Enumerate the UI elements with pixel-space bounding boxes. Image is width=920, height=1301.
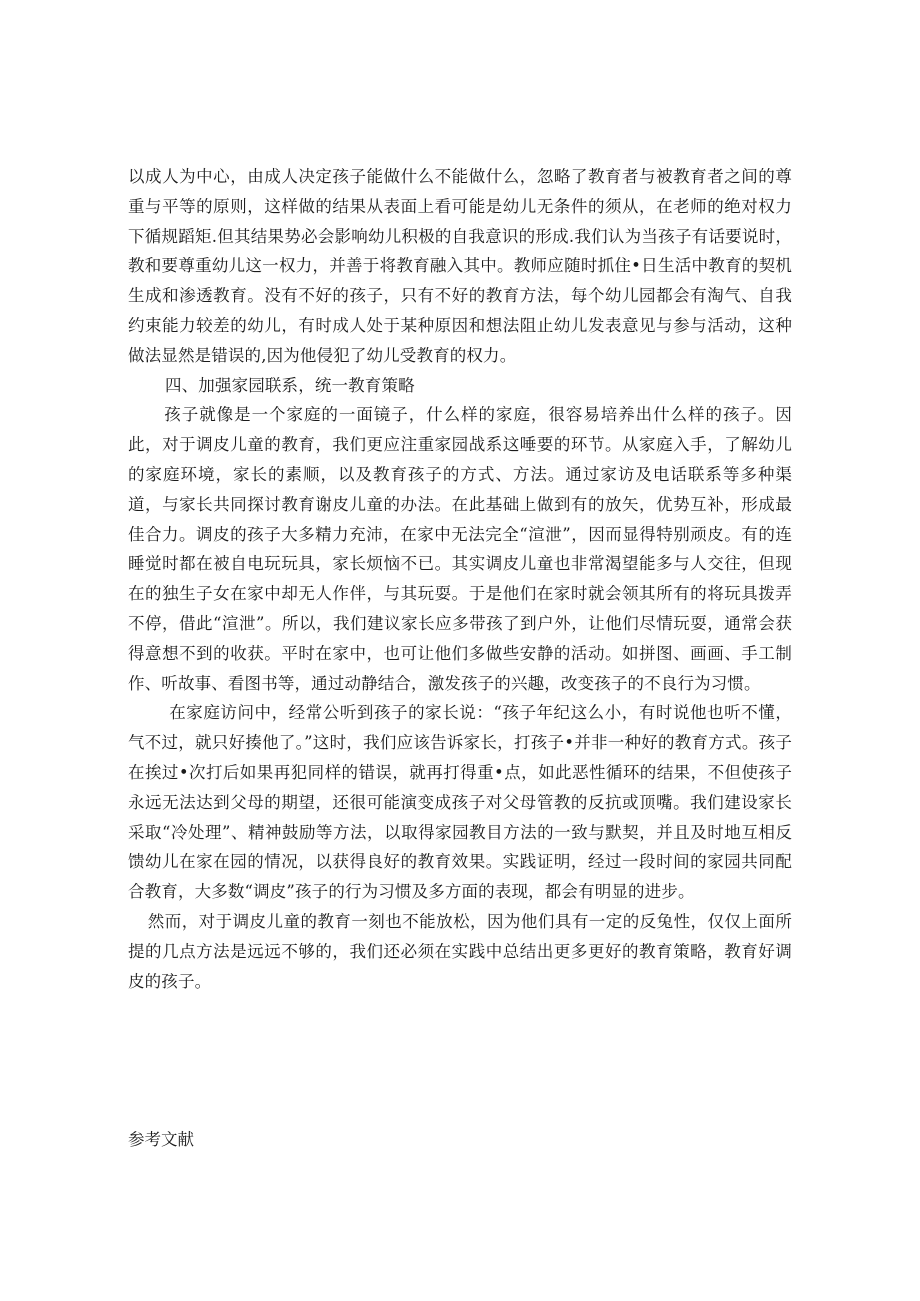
references-heading: 参考文献 — [128, 1130, 194, 1149]
document-body — [128, 162, 792, 996]
paragraph-home-visit: 在家庭访问中，经常公听到孩子的家长说：“孩子年纪这么小，有时说他也听不懂，气不过，就只好揍他了。”这时，我们应该告诉家长，打孩子•并非一种好的教育方式。孩子在挨过•次打后如果再犯同样的错误，就再打得重•点，如此恶性循环的结果，不但使孩子永远无法达到父母的期望，还很可能演变成孩子对父母管教的反抗或顶嘴。我们建设家长采取“冷处理”、精神鼓励等方法，以取得家园教目方法的一致与默契，并且及时地互相反馈幼儿在家在园的情况，以获得良好的教育效果。实践证明，经过一段时间的家园共同配合教育，大多数“调皮”孩子的行为习惯及多方面的表现，都会有明显的进步。 — [128, 703, 792, 902]
section-heading-4: 四、加强家园联系，统一教育策略 — [165, 375, 415, 395]
paragraph-conclusion: 然而，对于调皮儿童的教育一刻也不能放松，因为他们具有一定的反兔性，仅仅上面所提的几点方法是远远不够的，我们还必须在实践中总结出更多更好的教育策略，教育好调皮的孩子。 — [128, 911, 792, 991]
paragraph-continuation: 以成人为中心，由成人决定孩子能做什么不能做什么，忽略了教育者与被教育者之间的尊重与平等的原则，这样做的结果从表面上看可能是幼儿无条件的须从，在老师的绝对权力下循规蹈矩.但其结果势必会影响幼儿积极的自我意识的形成.我们认为当孩子有话要说时，教和要尊重幼儿这一权力，并善于将教育融入其中。教师应随时抓住•日生活中教育的契机生成和渗透教育。没有不好的孩子，只有不好的教育方法，每个幼儿园都会有淘气、自我约束能力较差的幼儿，有时成人处于某种原因和想法阻止幼儿发表意见与参与活动，这种做法显然是错误的,因为他侵犯了幼儿受教育的权力。 — [128, 167, 792, 365]
paragraph-family-mirror: 孩子就像是一个家庭的一面镜子，什么样的家庭，很容易培养出什么样的孩子。因此，对于调皮儿童的教育，我们更应注重家园战系这唾要的环节。从家庭入手，了解幼儿的家庭环境，家长的素顺，以及教育孩子的方式、方法。通过家访及电话联系等多种渠道，与家长共同探讨教育谢皮儿童的办法。在此基础上做到有的放矢，优势互补，形成最佳合力。调皮的孩子大多精力充沛，在家中无法完全“渲泄”，因而显得特别顽皮。有的连睡觉时都在被自电玩玩具，家长烦恼不已。其实调皮儿童也非常渴望能多与人交往，但现在的独生子女在家中却无人作伴，与其玩耍。于是他们在家时就会领其所有的将玩具拨弄不停，借此“渲泄”。所以，我们建议家长应多带孩了到户外，让他们尽情玩耍，通常会获得意想不到的收获。平时在家中，也可让他们多做些安静的活动。如拼图、画画、手工制作、听故事、看图书等，通过动静结合，激发孩子的兴趣，改变孩子的不良行为习惯。 — [128, 405, 792, 693]
